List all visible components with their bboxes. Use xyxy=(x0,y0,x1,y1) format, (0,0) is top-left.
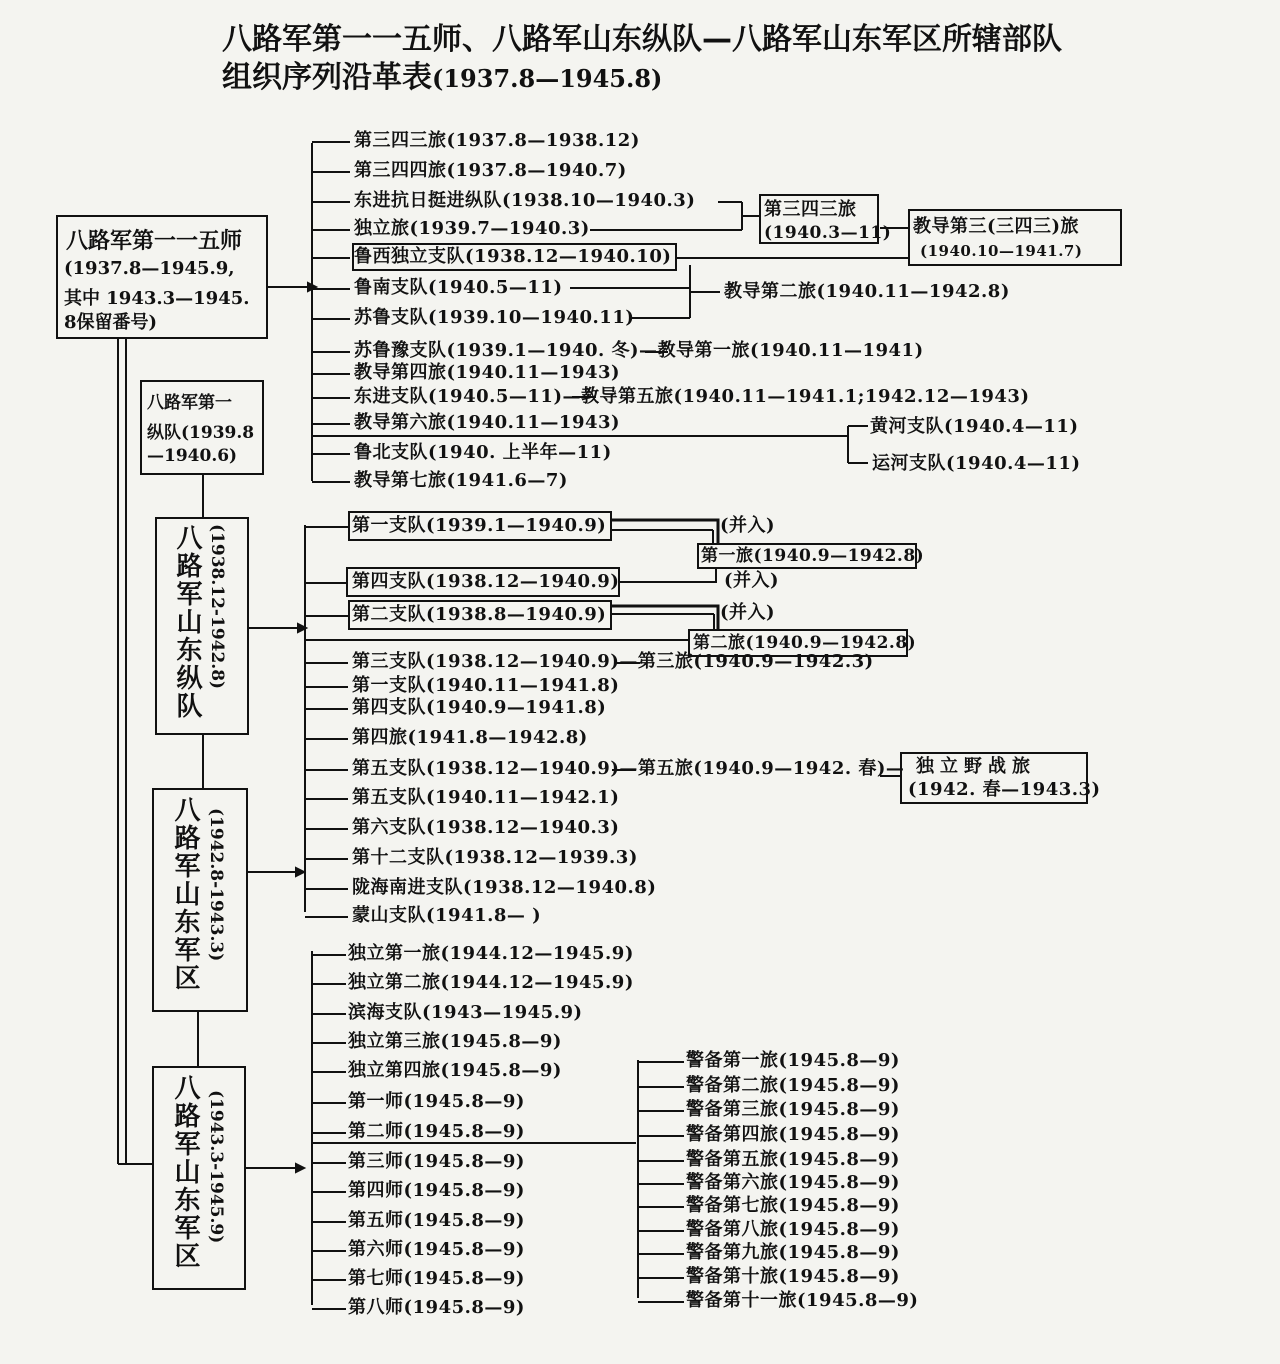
group3-item-7: 第二师(1945.8—9) xyxy=(348,1121,525,1142)
group1-item-9: 教导第四旅(1940.11—1943) xyxy=(354,362,621,383)
merged-label-2: (并入) xyxy=(724,570,780,591)
brigade-343-new-period: (1940.3—11) xyxy=(764,223,892,243)
detachment-1-box xyxy=(348,511,612,541)
column-1-line1: 八路军第一 xyxy=(147,393,232,413)
group3-item-4: 独立第三旅(1945.8—9) xyxy=(348,1031,562,1052)
division-115-line2: (1937.8—1945.9, xyxy=(64,258,235,279)
group2-item-2: 第四支队(1938.12—1940.9) xyxy=(352,571,620,592)
group3-item-11: 第六师(1945.8—9) xyxy=(348,1239,525,1260)
division-115-line3: 其中 1943.3—1945. xyxy=(64,288,250,309)
guards-item-7: 警备第七旅(1945.8—9) xyxy=(686,1195,900,1216)
chart-title-main: 组织序列沿革表 xyxy=(222,60,432,95)
merged-label-1: (并入) xyxy=(720,515,776,536)
detachment-4-box xyxy=(346,567,620,597)
group2-item-9: 第五支队(1940.11—1942.1) xyxy=(352,787,620,808)
group3-item-2: 独立第二旅(1944.12—1945.9) xyxy=(348,972,634,993)
group1-item-2: 第三四四旅(1937.8—1940.7) xyxy=(354,160,627,181)
teaching-3-name: 教导第三(三四三)旅 xyxy=(913,216,1080,237)
shandong-column-name: 八路军山东纵队 xyxy=(172,524,202,720)
group2-item-13: 蒙山支队(1941.8— ) xyxy=(352,905,542,926)
group1-item-11: 教导第六旅(1940.11—1943) xyxy=(354,412,621,433)
canal-detachment: 运河支队(1940.4—11) xyxy=(872,453,1081,474)
brigade-2-label: 第二旅(1940.9—1942.8) xyxy=(693,633,917,653)
group2-item-7: 第四旅(1941.8—1942.8) xyxy=(352,727,588,748)
teaching-2-brigade: 教导第二旅(1940.11—1942.8) xyxy=(724,281,1010,302)
group3-item-1: 独立第一旅(1944.12—1945.9) xyxy=(348,943,634,964)
merged-label-3: (并入) xyxy=(720,602,776,623)
group2-item-6: 第四支队(1940.9—1941.8) xyxy=(352,697,607,718)
group3-item-8: 第三师(1945.8—9) xyxy=(348,1151,525,1172)
group1-item-13: 教导第七旅(1941.6—7) xyxy=(354,470,568,491)
group2-item-1: 第一支队(1939.1—1940.9) xyxy=(352,515,607,536)
detachment-2-box xyxy=(348,600,612,630)
group1-item-5: 鲁西独立支队(1938.12—1940.10) xyxy=(354,246,672,267)
group3-item-12: 第七师(1945.8—9) xyxy=(348,1268,525,1289)
column-1-line3: —1940.6) xyxy=(147,446,238,466)
guards-item-11: 警备第十一旅(1945.8—9) xyxy=(686,1290,919,1311)
guards-item-4: 警备第四旅(1945.8—9) xyxy=(686,1124,900,1145)
group3-item-3: 滨海支队(1943—1945.9) xyxy=(348,1002,583,1023)
division-115-line4: 8保留番号) xyxy=(64,312,158,333)
guards-item-8: 警备第八旅(1945.8—9) xyxy=(686,1219,900,1240)
group1-item-3: 东进抗日挺进纵队(1938.10—1940.3) xyxy=(354,190,696,211)
chart-title-line2 xyxy=(222,52,662,96)
chart-title-line1: 八路军第一一五师、八路军山东纵队—八路军山东军区所辖部队 xyxy=(222,22,1062,57)
military-district-b-name: 八路军山东军区 xyxy=(170,1074,200,1270)
independent-field-name: 独立野战旅 xyxy=(916,756,1036,777)
guards-item-10: 警备第十旅(1945.8—9) xyxy=(686,1266,900,1287)
group2-item-5: 第一支队(1940.11—1941.8) xyxy=(352,675,620,696)
guards-item-9: 警备第九旅(1945.8—9) xyxy=(686,1242,900,1263)
group1-item-6: 鲁南支队(1940.5—11) xyxy=(354,277,563,298)
yellow-river-detachment: 黄河支队(1940.4—11) xyxy=(870,416,1079,437)
group3-item-5: 独立第四旅(1945.8—9) xyxy=(348,1060,562,1081)
column-1-line2: 纵队(1939.8 xyxy=(147,423,255,443)
chart-title-period: (1937.8—1945.8) xyxy=(432,64,663,93)
group3-item-10: 第五师(1945.8—9) xyxy=(348,1210,525,1231)
division-115-name: 八路军第一一五师 xyxy=(66,228,243,254)
shandong-column-period: (1938.12-1942.8) xyxy=(207,524,227,690)
group2-item-10: 第六支队(1938.12—1940.3) xyxy=(352,817,620,838)
guards-item-3: 警备第三旅(1945.8—9) xyxy=(686,1099,900,1120)
group1-item-10: 东进支队(1940.5—11)—教导第五旅(1940.11—1941.1;1942.12—1943) xyxy=(354,386,1030,407)
brigade-1-label: 第一旅(1940.9—1942.8) xyxy=(701,546,925,566)
group3-item-13: 第八师(1945.8—9) xyxy=(348,1297,525,1318)
group3-item-6: 第一师(1945.8—9) xyxy=(348,1091,525,1112)
group2-item-11: 第十二支队(1938.12—1939.3) xyxy=(352,847,638,868)
group2-item-8: 第五支队(1938.12—1940.9)—第五旅(1940.9—1942. 春)— xyxy=(352,758,905,779)
group1-item-7: 苏鲁支队(1939.10—1940.11) xyxy=(354,307,635,328)
teaching-3-period: (1940.10—1941.7) xyxy=(920,242,1083,260)
group2-item-12: 陇海南进支队(1938.12—1940.8) xyxy=(352,877,657,898)
independent-field-period: (1942. 春—1943.3) xyxy=(908,779,1101,800)
group1-item-8: 苏鲁豫支队(1939.1—1940. 冬)—教导第一旅(1940.11—1941) xyxy=(354,340,924,361)
group3-item-9: 第四师(1945.8—9) xyxy=(348,1180,525,1201)
brigade-343-new-name: 第三四三旅 xyxy=(764,199,857,220)
military-district-a-period: (1942.8-1943.3) xyxy=(206,808,226,962)
guards-item-2: 警备第二旅(1945.8—9) xyxy=(686,1075,900,1096)
group1-item-12: 鲁北支队(1940. 上半年—11) xyxy=(354,442,612,463)
guards-item-1: 警备第一旅(1945.8—9) xyxy=(686,1050,900,1071)
group2-item-3: 第二支队(1938.8—1940.9) xyxy=(352,604,607,625)
guards-item-5: 警备第五旅(1945.8—9) xyxy=(686,1149,900,1170)
guards-item-6: 警备第六旅(1945.8—9) xyxy=(686,1172,900,1193)
group1-item-1: 第三四三旅(1937.8—1938.12) xyxy=(354,130,640,151)
group1-item-4: 独立旅(1939.7—1940.3) xyxy=(354,218,590,239)
military-district-b-period: (1943.3-1945.9) xyxy=(206,1090,226,1244)
group2-item-4: 第三支队(1938.12—1940.9)—第三旅(1940.9—1942.3) xyxy=(352,651,874,672)
military-district-a-name: 八路军山东军区 xyxy=(170,796,200,992)
luxi-independent-box xyxy=(352,243,677,271)
